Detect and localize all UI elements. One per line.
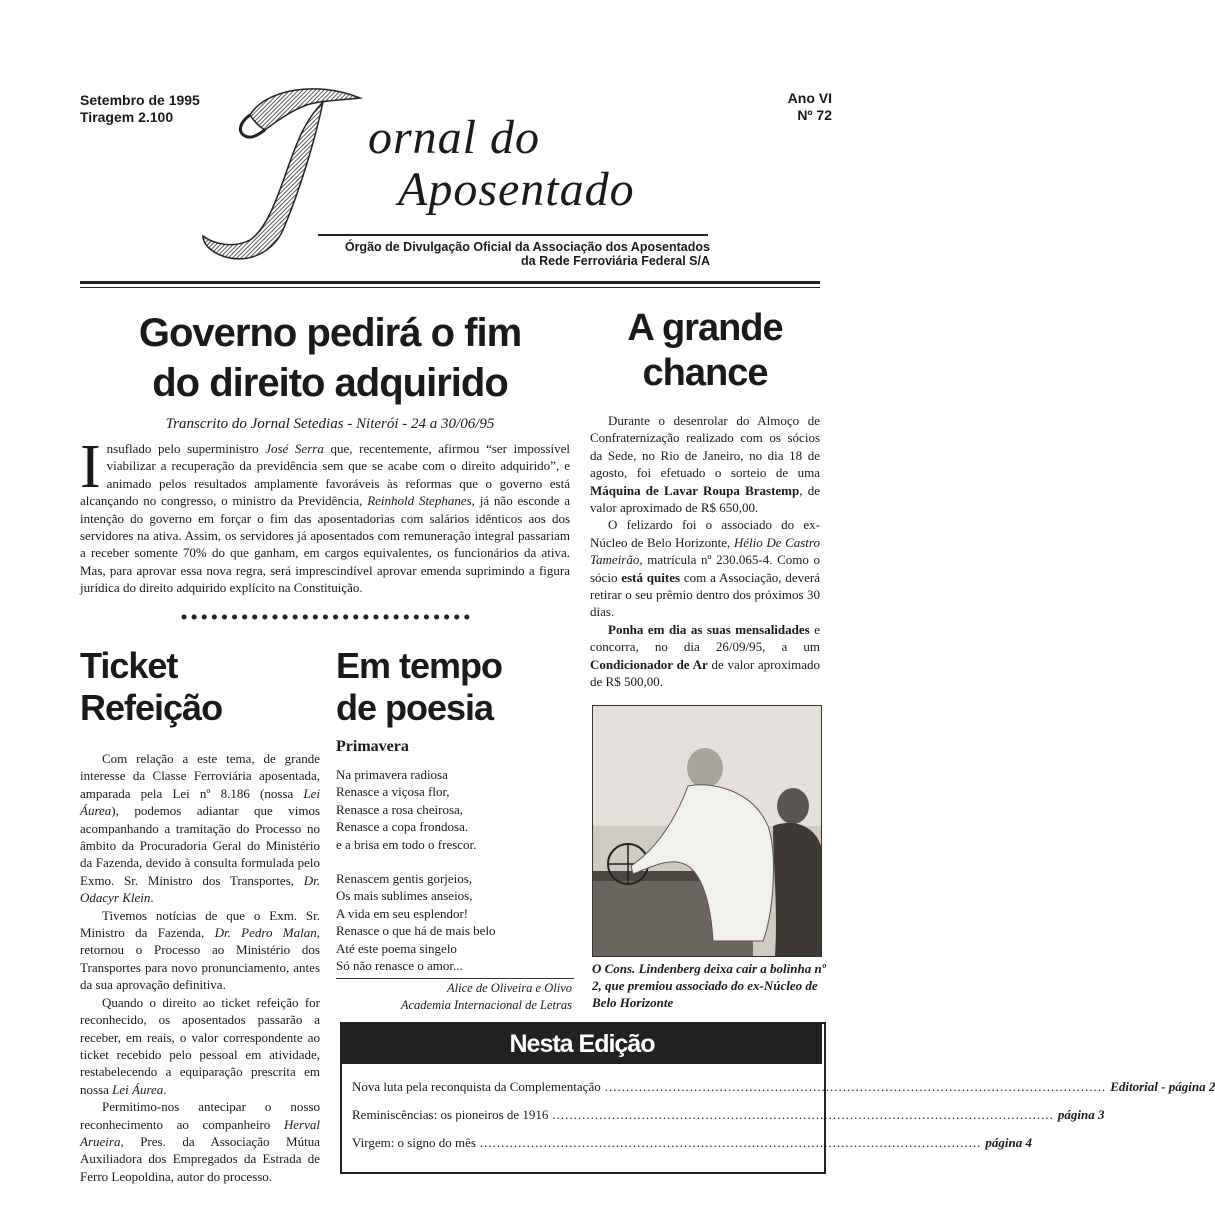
grande-chance-headline-line1: A grande [627,307,783,349]
main-story-source: Transcrito do Jornal Setedias - Niterói - 24 a 30/06/95 [165,416,495,432]
raffle-photo [592,705,822,957]
toc-leader [605,1078,1107,1095]
toc-leader [552,1106,1054,1123]
grande-chance-paragraph: O felizardo foi o associado do ex-Núcleo de Belo Horizonte, Hélio De Castro Tameirão, matrícula nº 230.065-4. Como o sócio está quites com a Associação, deverá retirar o seu prêmio dentro dos próximos 30 dias. [590,517,820,620]
masthead-title-rule [318,234,708,236]
issue-year: Ano VI [787,90,832,106]
poem-line: A vida em seu esplendor! [336,905,469,921]
nesta-edicao-title: Nesta Edição [342,1024,822,1064]
masthead-subtitle-line2: da Rede Ferroviária Federal S/A [521,254,710,268]
issue-block [760,90,832,124]
poem-stanza [336,870,576,974]
poesia-headline [336,645,502,729]
main-headline-line2: do direito adquirido [152,361,508,405]
poem-author-rule [336,978,574,979]
main-story-body [80,433,570,597]
toc-item-label: Reminiscências: os pioneiros de 1916 [352,1107,549,1122]
poem-line: Renasce a copa frondosa. [336,819,469,835]
toc-item-page: página 3 [1057,1107,1105,1122]
grande-chance-paragraph: Durante o desenrolar do Almoço de Confraternização realizado com os sócios da Sede, no Rio de Janeiro, no dia 18 de agosto, foi efetuado o sorteio de uma Máquina de Lavar Roupa Brastemp, de valor aproximado de R$ 650,00. [590,413,820,516]
masthead-subtitle-line1: Órgão de Divulgação Oficial da Associação dos Aposentados [344,240,710,254]
poem-line: Até este poema singelo [336,940,457,956]
poesia-headline-line2: de poesia [336,687,494,728]
poem-body [336,766,576,991]
ticket-headline [80,645,222,729]
main-story-name: Reinhold Stephanes [367,493,472,509]
masthead-subtitle [300,240,710,268]
main-story-name: José Serra [265,441,324,456]
masthead-title-line2: Aposentado [398,163,635,216]
ticket-paragraph: Quando o direito ao ticket refeição for reconhecido, os aposentados passarão a receber, em reais, o valor correspondente ao ticket recebido pelo pessoal em atividade, restabelecendo a equiparação prescrita em nossa Lei Áurea. [80,994,320,1097]
main-story-dropcap: I [80,433,101,501]
ticket-paragraph: Permitimo-nos antecipar o nosso reconhecimento ao companheiro Herval Arueira, Pres. da Associação Mútua Auxiliadora dos Empregados da Estrada de Ferro Leopoldina, autor do processo. [80,1099,320,1184]
poem-stanza [336,766,576,853]
ticket-headline-line2: Refeição [80,687,223,728]
grande-chance-headline [595,306,815,396]
print-run: Tiragem 2.100 [80,109,174,125]
ticket-headline-line1: Ticket [80,645,178,686]
ticket-body [80,750,320,1185]
toc-item[interactable] [352,1106,1105,1123]
poem-author: Alice de Oliveira e Olivo [447,981,572,995]
poem-line: Só não renasce o amor... [336,958,463,974]
issue-number: Nº 72 [797,107,832,123]
date-block [80,92,200,126]
main-headline [80,308,580,408]
main-story-text: que, recentemente, afirmou “ser impossível viabilizar a recuperação da previdência sem que se acabe com o direito adquirido”, e animado pelos resultados amplamente favoráveis às reformas que o governo está alcançando no congresso, o ministro da Previdência, [80,441,570,509]
poem-line: Renasce a viçosa flor, [336,784,450,800]
toc-item-label: Virgem: o signo do mês [352,1135,476,1150]
poem-line: Os mais sublimes anseios, [336,888,473,904]
section-dotted-separator [180,612,470,622]
main-story-text: nsuflado pelo superministro [106,441,266,456]
toc-item-page: página 4 [985,1135,1033,1150]
toc-leader [480,1134,982,1151]
issue-date: Setembro de 1995 [80,92,200,108]
main-headline-line1: Governo pedirá o fim [138,311,522,355]
toc-item-label: Nova luta pela reconquista da Complementação [352,1079,601,1094]
masthead-j-letter: J [195,57,202,74]
poem-line: Renascem gentis gorjeios, [336,871,473,887]
toc-item[interactable] [352,1134,1033,1151]
poem-title: Primavera [336,738,409,755]
masthead-title-line1: ornal do [368,111,541,164]
grande-chance-body [590,412,820,691]
poem-academy: Academia Internacional de Letras [400,998,572,1012]
poem-line: Na primavera radiosa [336,767,448,782]
masthead-divider [80,281,820,284]
poesia-headline-line1: Em tempo [336,645,503,686]
grande-chance-headline-line2: chance [642,352,768,394]
toc-item[interactable] [352,1078,1215,1095]
toc-item-page: Editorial - página 2 [1110,1079,1215,1094]
grande-chance-paragraph: Ponha em dia as suas mensalidades e concorra, no dia 26/09/95, a um Condicionador de Ar de valor aproximado de R$ 500,00. [590,621,820,690]
poem-line: e a brisa em todo o frescor. [336,836,477,852]
poem-line: Renasce o que há de mais belo [336,923,496,939]
ticket-paragraph: Com relação a este tema, de grande interesse da Classe Ferroviária aposentada, amparada pela Lei nº 8.186 (nossa Lei Áurea), podemos adiantar que vimos acompanhando a tramitação do Processo no âmbito da Procuradoria Geral do Ministério da Fazenda, devido à consulta formulada pelo Exmo. Sr. Ministro dos Transportes, Dr. Odacyr Klein. [80,751,320,906]
masthead-divider-thin [80,287,820,288]
ticket-paragraph: Tivemos notícias de que o Exm. Sr. Ministro da Fazenda, Dr. Pedro Malan, retornou o Processo ao Ministério dos Transportes para novo pronunciamento, antes da sua aprovação definitiva. [80,907,320,993]
poem-credit [336,980,572,1014]
main-story-text: , já não esconde a intenção do governo em forçar o fim das aposentadorias com salários idênticos aos dos servidores na ativa. Assim, os servidores já aposentados com remuneração integral passariam a receber somente 70% do que ganham, em cargos equivalentes, os funcionários da ativa. Mas, para aprovar essa nova regra, será imprescindível aprovar emenda suprimindo a figura jurídica do direito adquirido explícito na Constituição. [80,493,570,596]
photo-caption: O Cons. Lindenberg deixa cair a bolinha nº 2, que premiou associado do ex-Núcleo de Belo Horizonte [592,961,826,1010]
poem-line: Renasce a rosa cheirosa, [336,801,464,817]
